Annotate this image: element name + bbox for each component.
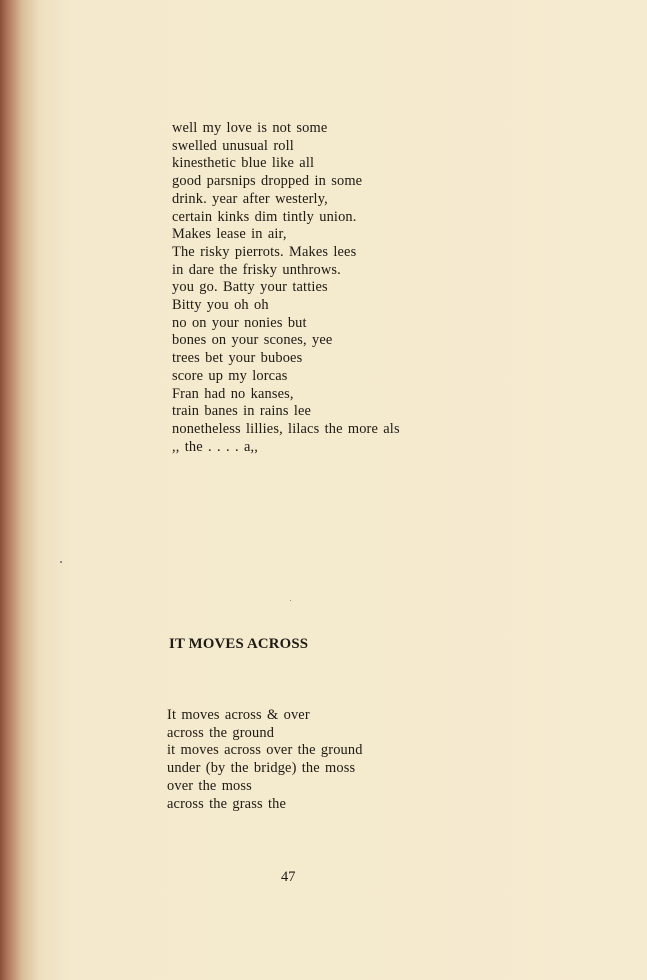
paper-speck xyxy=(290,600,291,601)
poem-line: well my love is not some xyxy=(172,120,328,136)
poem-title: IT MOVES ACROSS xyxy=(169,636,309,652)
poem-line: It moves across & over xyxy=(167,707,310,723)
poem-line: across the ground xyxy=(167,724,275,741)
poem-line: ,, the . . . . a,, xyxy=(172,438,259,455)
poem-line: nonetheless lillies, lilacs the more als xyxy=(172,420,400,437)
poem-line: train banes in rains lee xyxy=(172,403,312,420)
poem-line: certain kinks dim tintly union. xyxy=(172,208,357,225)
poem-line: swelled unusual roll xyxy=(172,137,294,154)
poem-line: in dare the frisky unthrows. xyxy=(172,261,341,278)
poem-line: it moves across over the ground xyxy=(167,742,363,759)
poem-line: Bitty you oh oh xyxy=(172,297,269,314)
poem-line: score up my lorcas xyxy=(172,367,288,384)
poem-line: across the grass the xyxy=(167,795,286,812)
poem-untitled xyxy=(172,120,572,456)
poem-line: kinesthetic blue like all xyxy=(172,155,315,172)
poem-line: good parsnips dropped in some xyxy=(172,173,363,190)
poem-line: Makes lease in air, xyxy=(172,226,287,243)
paper-speck xyxy=(60,561,62,563)
poem-line: bones on your scones, yee xyxy=(172,332,333,349)
poem-line: no on your nonies but xyxy=(172,314,307,331)
poem-line: you go. Batty your tatties xyxy=(172,279,328,296)
poem-line: drink. year after westerly, xyxy=(172,190,328,207)
poem-it-moves-across xyxy=(167,707,567,813)
poem-line: over the moss xyxy=(167,777,252,794)
poem-line: The risky pierrots. Makes lees xyxy=(172,243,357,260)
page-number: 47 xyxy=(281,869,296,885)
poem-line: under (by the bridge) the moss xyxy=(167,760,356,777)
poem-line: trees bet your buboes xyxy=(172,350,303,367)
poem-line: Fran had no kanses, xyxy=(172,385,294,402)
